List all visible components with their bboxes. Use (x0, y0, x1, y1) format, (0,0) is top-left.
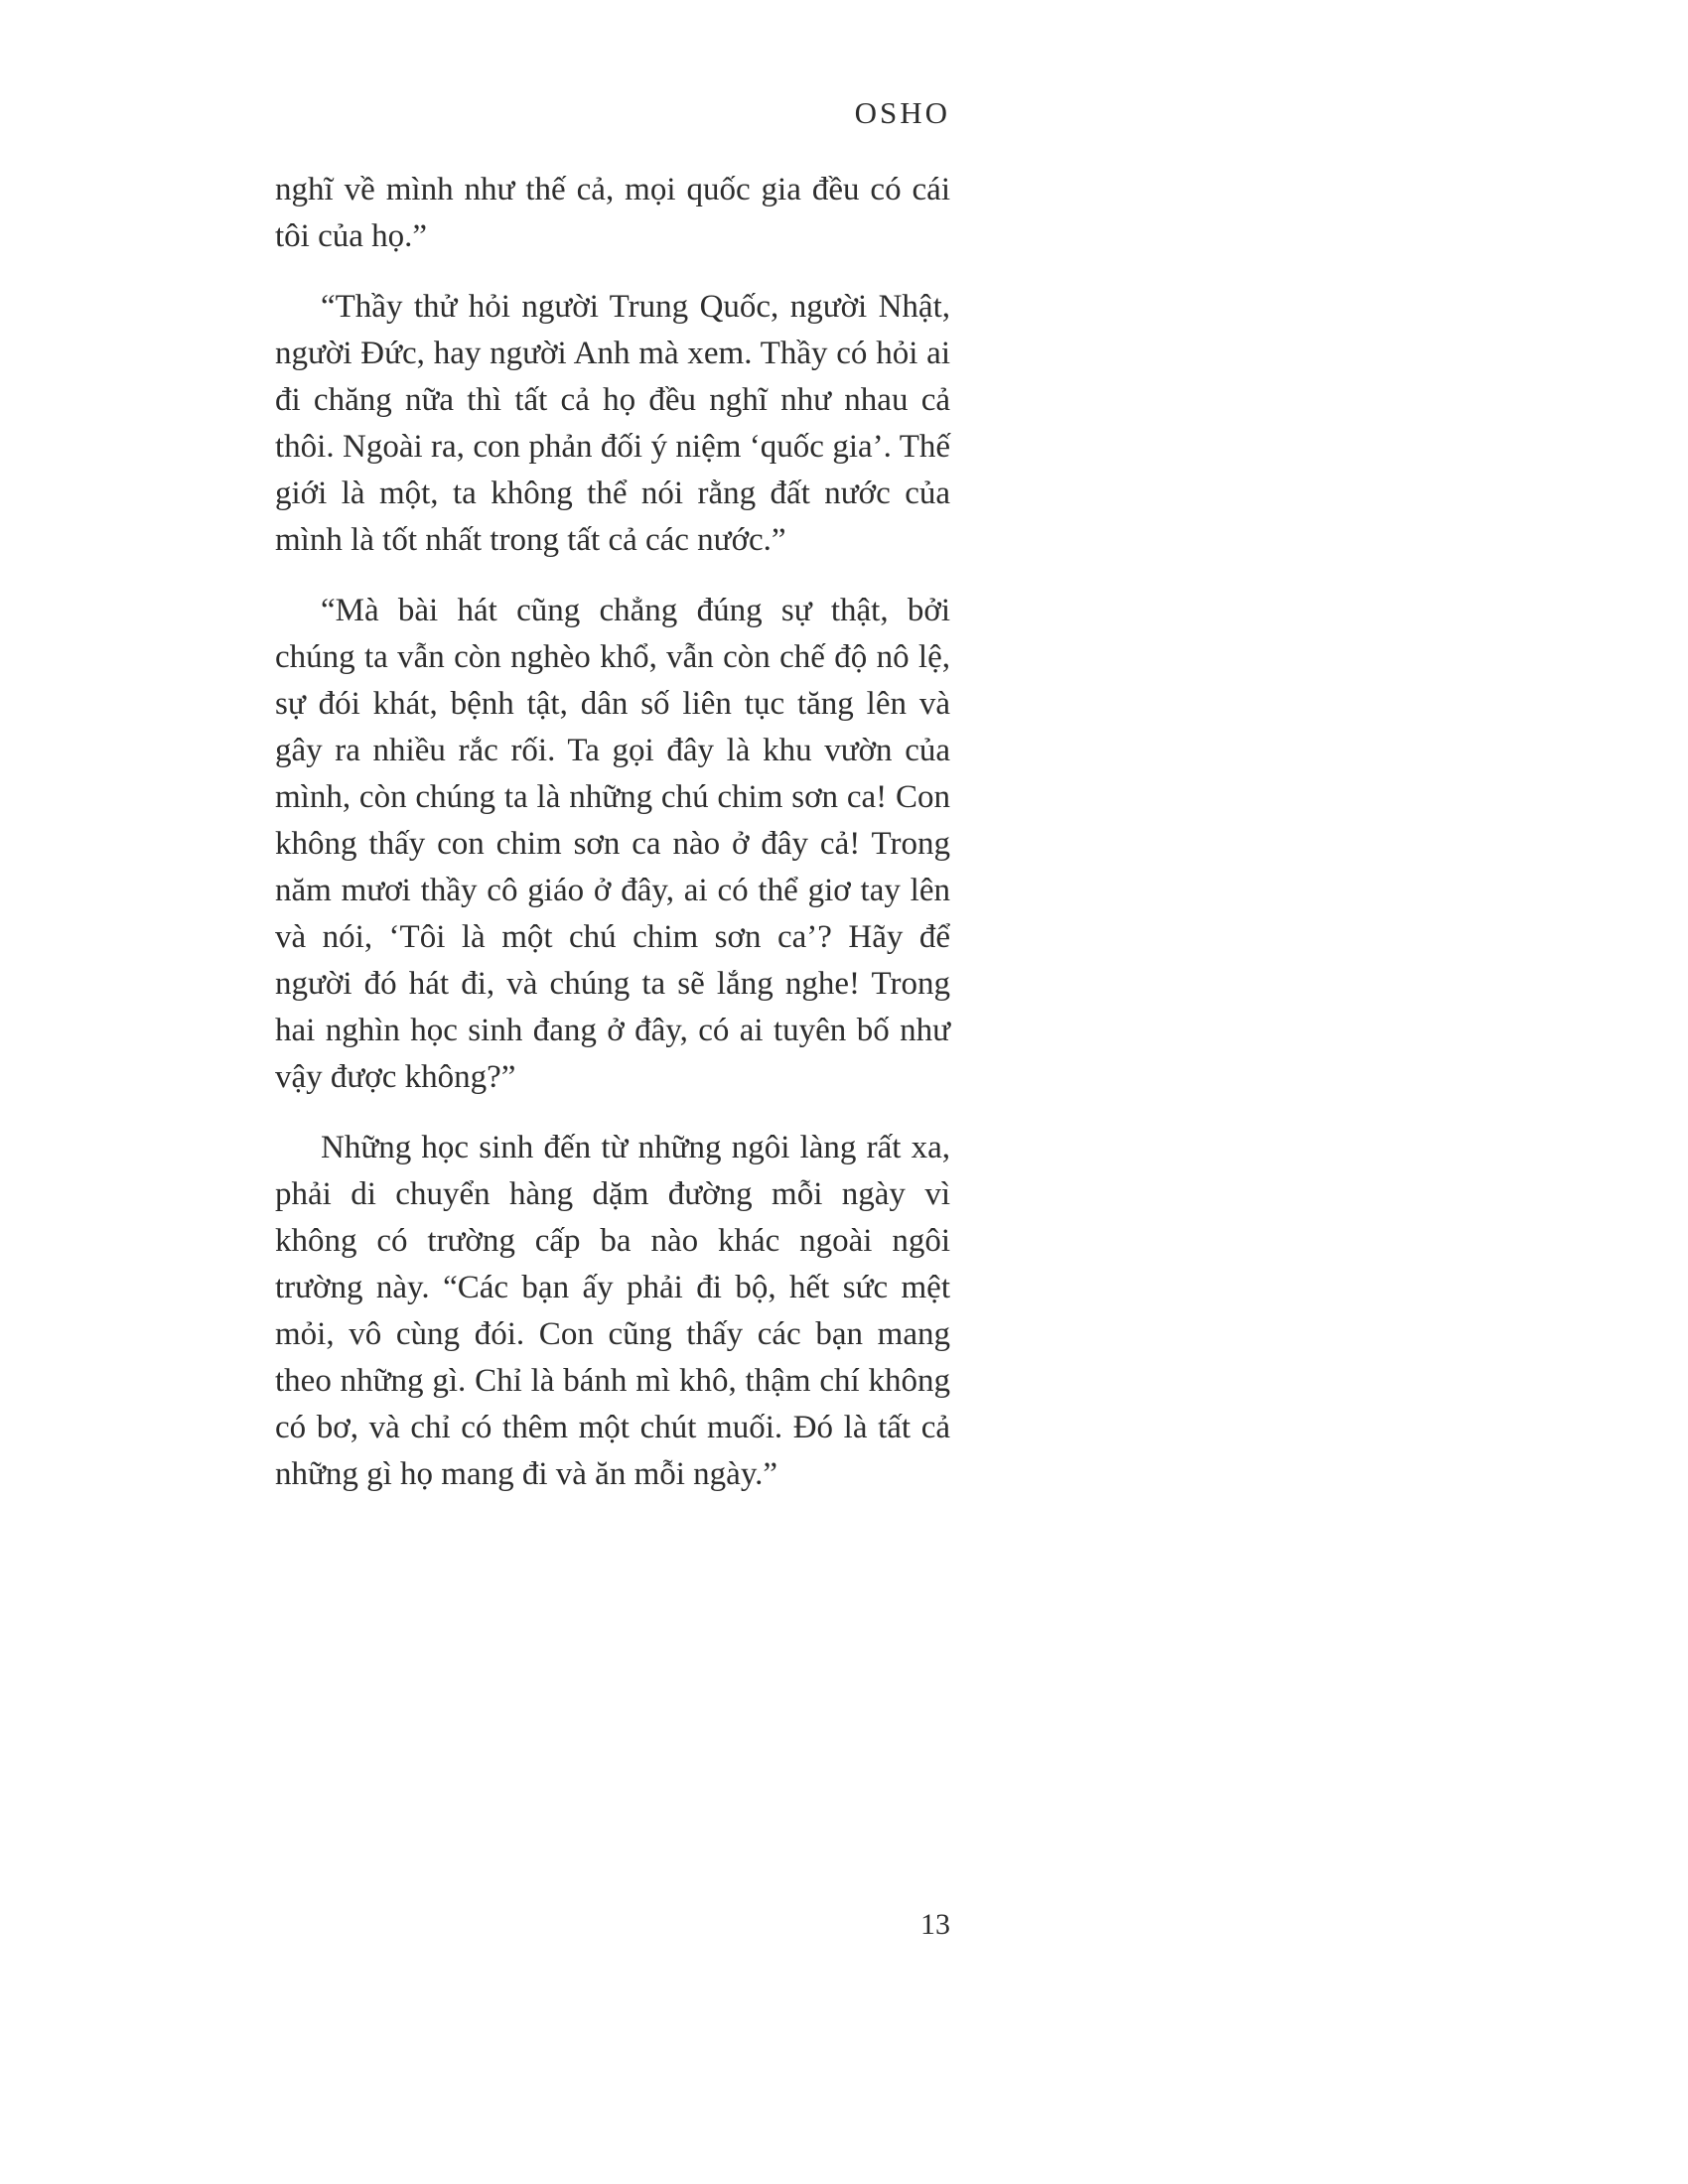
paragraph: “Thầy thử hỏi người Trung Quốc, người Nhật, người Đức, hay người Anh mà xem. Thầy có hỏi ai đi chăng nữa thì tất cả họ đều nghĩ như nhau cả thôi. Ngoài ra, con phản đối ý niệm ‘quốc gia’. Thế giới là một, ta không thể nói rằng đất nước của mình là tốt nhất trong tất cả các nước.” (275, 289, 950, 558)
paragraph: “Mà bài hát cũng chẳng đúng sự thật, bởi chúng ta vẫn còn nghèo khổ, vẫn còn chế độ nô lệ, sự đói khát, bệnh tật, dân số liên tục tăng lên và gây ra nhiều rắc rối. Ta gọi đây là khu vườn của mình, còn chúng ta là những chú chim sơn ca! Con không thấy con chim sơn ca nào ở đây cả! Trong năm mươi thầy cô giáo ở đây, ai có thể giơ tay lên và nói, ‘Tôi là một chú chim sơn ca’? Hãy để người đó hát đi, và chúng ta sẽ lắng nghe! Trong hai nghìn học sinh đang ở đây, có ai tuyên bố như vậy được không?” (275, 593, 950, 1095)
paragraph-continuation: nghĩ về mình như thế cả, mọi quốc gia đều có cái tôi của họ.” (275, 172, 950, 254)
running-head: OSHO (854, 95, 950, 130)
paragraph: Những học sinh đến từ những ngôi làng rất xa, phải di chuyển hàng dặm đường mỗi ngày vì không có trường cấp ba nào khác ngoài ngôi trường này. “Các bạn ấy phải đi bộ, hết sức mệt mỏi, vô cùng đói. Con cũng thấy các bạn mang theo những gì. Chỉ là bánh mì khô, thậm chí không có bơ, và chỉ có thêm một chút muối. Đó là tất cả những gì họ mang đi và ăn mỗi ngày.” (275, 1130, 950, 1492)
page-number: 13 (920, 1908, 950, 1941)
text-block (275, 167, 950, 1522)
